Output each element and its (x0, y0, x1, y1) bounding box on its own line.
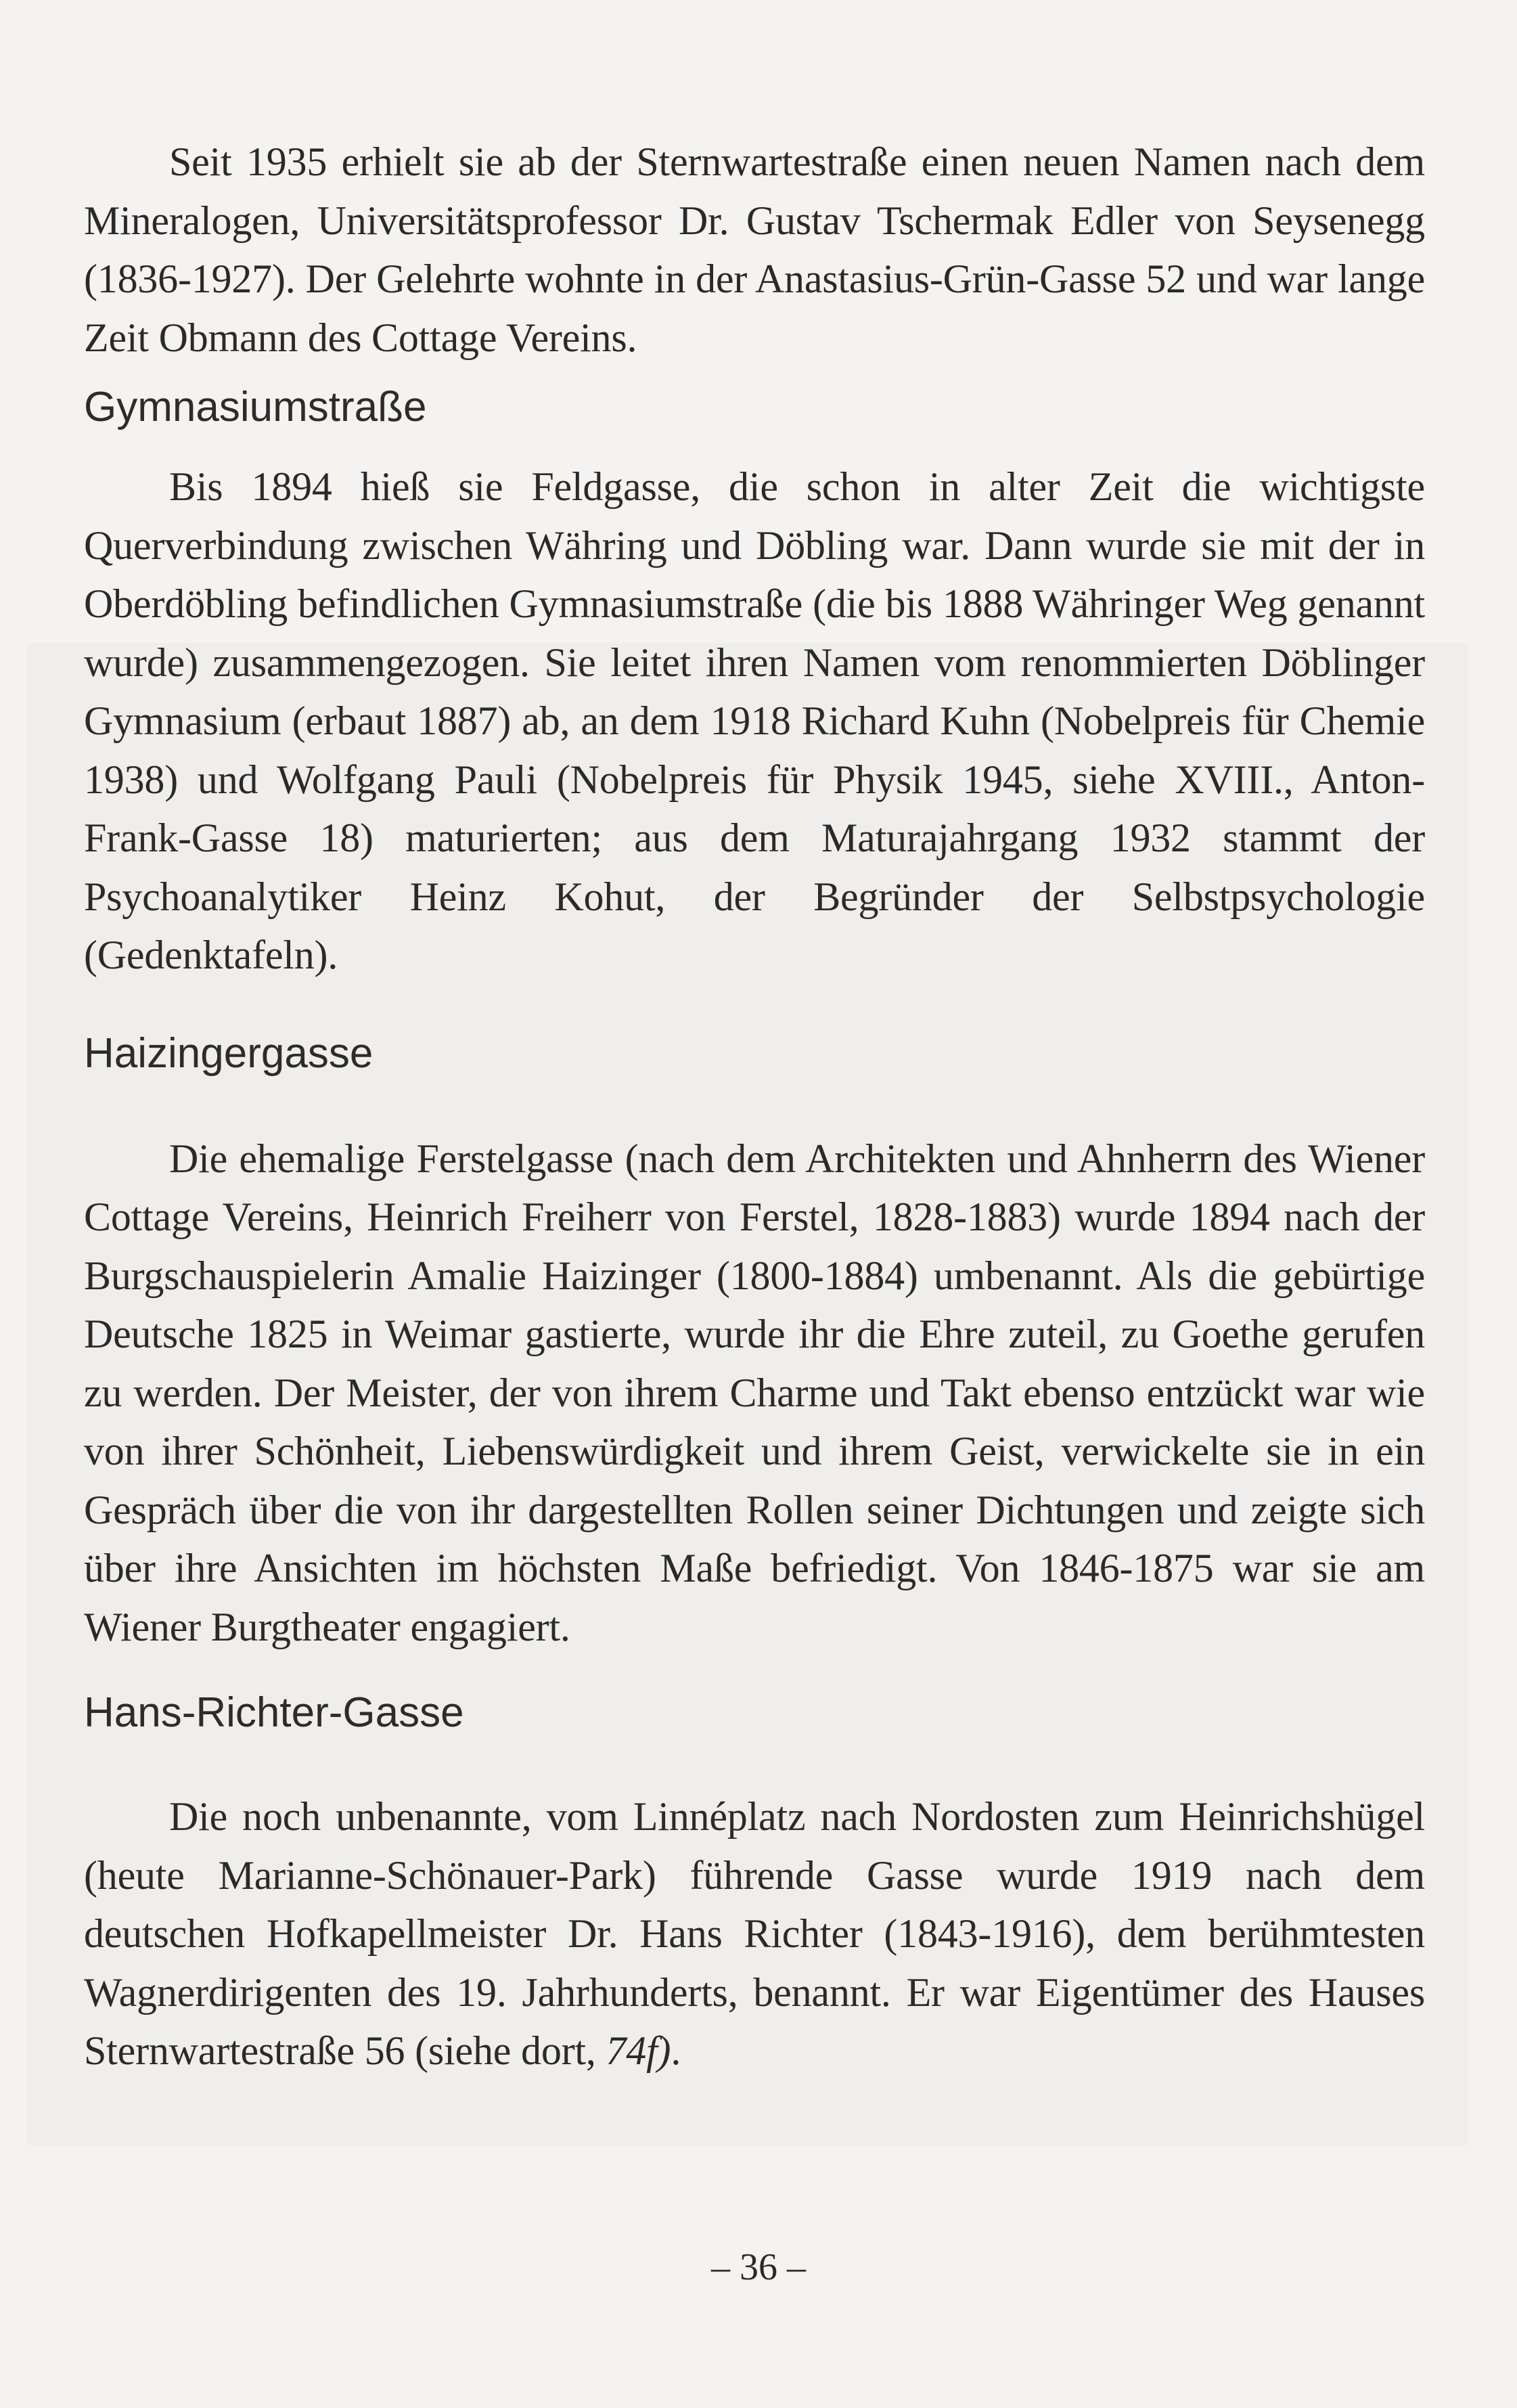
page-body (84, 133, 1425, 2080)
paragraph-hans-richter-gasse (84, 1787, 1425, 2080)
cross-reference: 74f) (606, 2028, 671, 2073)
paragraph-tschermakgasse-continuation: Seit 1935 erhielt sie ab der Sternwartestraße einen neuen Namen nach dem Mineralogen, Universitätsprofessor Dr. Gustav Tschermak Edler von Seysenegg (1836-1927). Der Gelehrte wohnte in der Anastasius-Grün-Gasse 52 und war lange Zeit Obmann des Cottage Vereins. (84, 139, 1425, 360)
paragraph-end: . (671, 2028, 681, 2073)
heading-gymnasiumstrasse: Gymnasiumstraße (84, 384, 427, 430)
paragraph-text: Die noch unbenannte, vom Linnéplatz nach Nordosten zum Heinrichshügel (heute Marianne-Schönauer-Park) führende Gasse wurde 1919 nach dem deutschen Hofkapellmeister Dr. Hans Richter (1843-1916), dem berühmtesten Wagnerdirigenten des 19. Jahrhunderts, benannt. Er war Eigentümer des Hauses Sternwartestraße 56 (siehe dort, (84, 1794, 1425, 2073)
paragraph-haizingergasse: Die ehemalige Ferstelgasse (nach dem Architekten und Ahnherrn des Wiener Cottage Vereins, Heinrich Freiherr von Ferstel, 1828-1883) wurde 1894 nach der Burgschauspielerin Amalie Haizinger (1800-1884) umbenannt. Als die gebürtige Deutsche 1825 in Weimar gastierte, wurde ihr die Ehre zuteil, zu Goethe gerufen zu werden. Der Meister, der von ihrem Charme und Takt ebenso entzückt war wie von ihrer Schönheit, Liebenswürdigkeit und ihrem Geist, verwickelte sie in ein Gespräch über die von ihr dargestellten Rollen seiner Dichtungen und zeigte sich über ihre Ansichten im höchsten Maße befriedigt. Von 1846-1875 war sie am Wiener Burgtheater engagiert. (84, 1136, 1425, 1649)
page-number: – 36 – (711, 2246, 806, 2288)
heading-haizingergasse: Haizingergasse (84, 1029, 373, 1077)
heading-hans-richter-gasse: Hans-Richter-Gasse (84, 1689, 464, 1736)
paragraph-gymnasiumstrasse: Bis 1894 hieß sie Feldgasse, die schon in alter Zeit die wichtigste Querverbindung zwischen Währing und Döbling war. Dann wurde sie mit der in Oberdöbling befindlichen Gymnasiumstraße (die bis 1888 Währinger Weg genannt wurde) zusammengezogen. Sie leitet ihren Namen vom renommierten Döblinger Gymnasium (erbaut 1887) ab, an dem 1918 Richard Kuhn (Nobelpreis für Chemie 1938) und Wolfgang Pauli (Nobelpreis für Physik 1945, siehe XVIII., Anton-Frank-Gasse 18) maturierten; aus dem Maturajahrgang 1932 stammt der Psychoanalytiker Heinz Kohut, der Begründer der Selbstpsychologie (Gedenktafeln). (84, 464, 1425, 977)
